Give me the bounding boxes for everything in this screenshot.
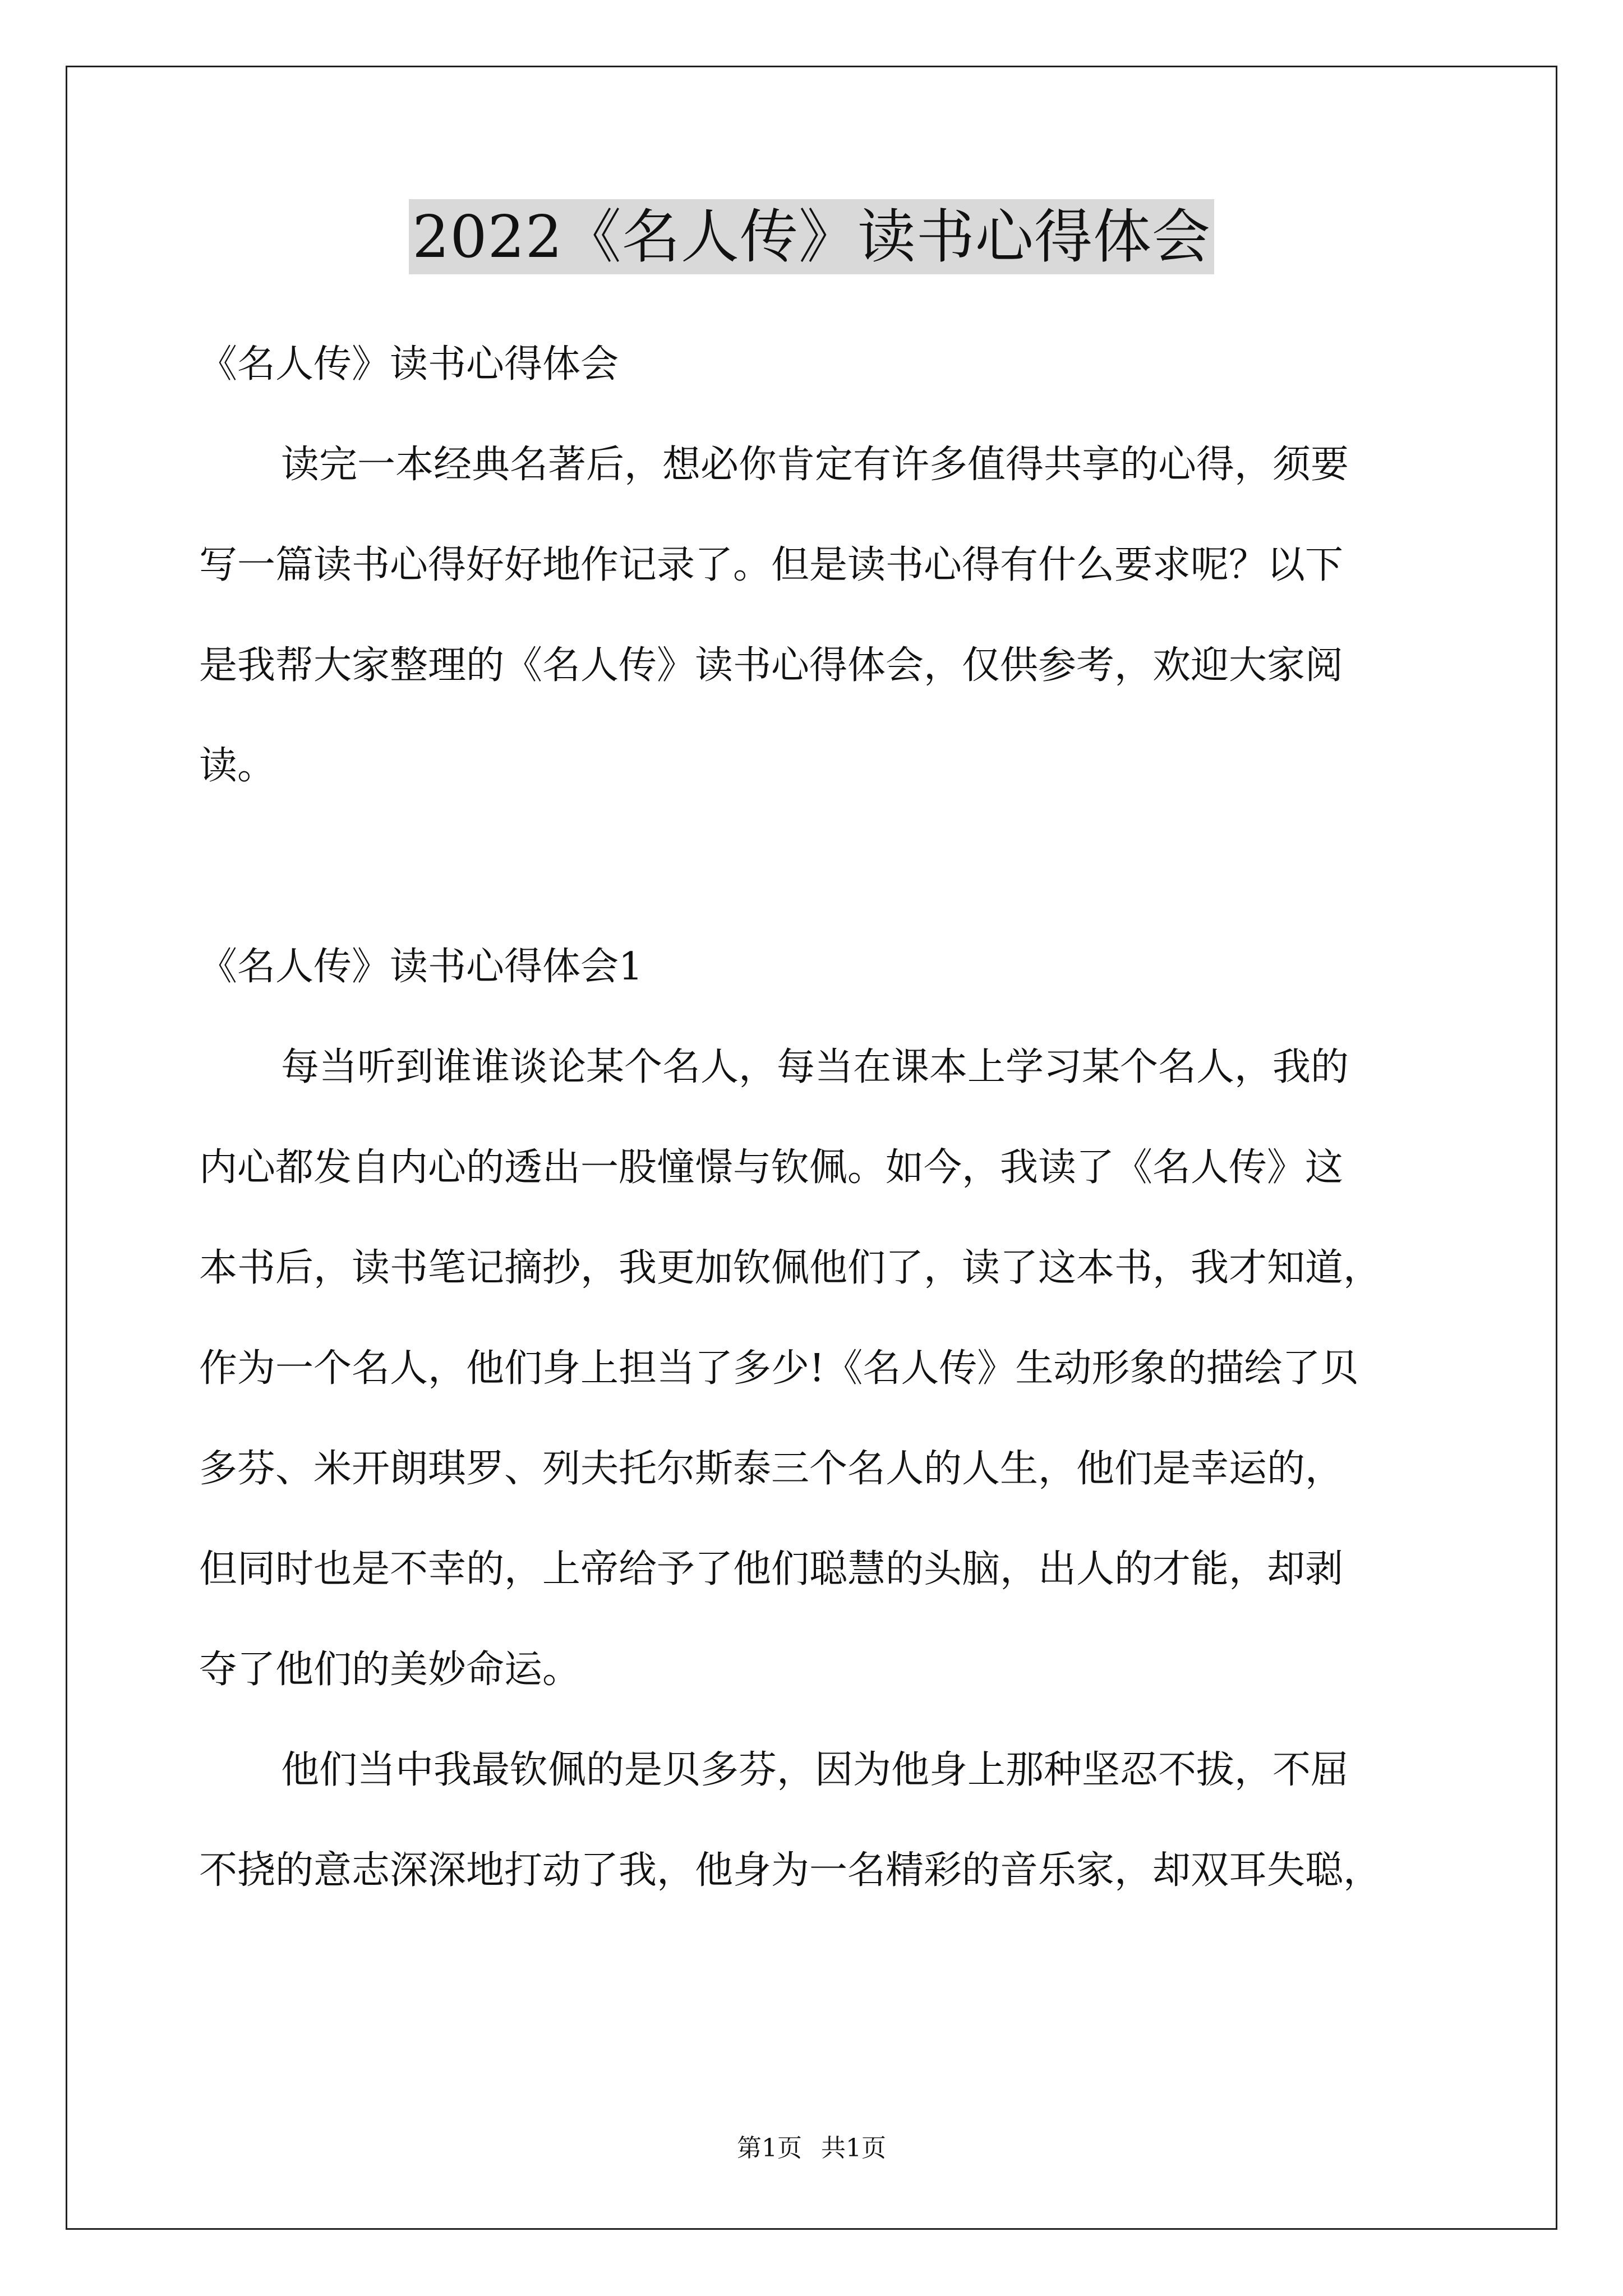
- page-footer: [0, 2132, 1623, 2165]
- text-line: 内心都发自内心的透出一股憧憬与钦佩。如今，我读了《名人传》这: [199, 1145, 1344, 1190]
- text-line: 《名人传》读书心得体会1: [199, 945, 643, 989]
- text-line: 他们当中我最钦佩的是贝多芬，因为他身上那种坚忍不拔，不屈: [281, 1748, 1349, 1792]
- document-body: [199, 314, 1433, 1921]
- text-line: 写一篇读书心得好好地作记录了。但是读书心得有什么要求呢？以下: [199, 543, 1344, 587]
- text-line: 作为一个名人，他们身上担当了多少!《名人传》生动形象的描绘了贝: [199, 1346, 1359, 1391]
- document-title: 2022《名人传》读书心得体会: [409, 199, 1214, 274]
- text-line: 读完一本经典名著后，想必你肯定有许多值得共享的心得，须要: [281, 443, 1349, 487]
- page-total: 共1页: [821, 2134, 886, 2162]
- text-line: 本书后，读书笔记摘抄，我更加钦佩他们了，读了这本书，我才知道，: [199, 1246, 1382, 1290]
- text-line: 但同时也是不幸的，上帝给予了他们聪慧的头脑，出人的才能，却剥: [199, 1547, 1344, 1591]
- text-line: 不挠的意志深深地打动了我，他身为一名精彩的音乐家，却双耳失聪，: [199, 1848, 1382, 1893]
- blank-line: [199, 816, 1433, 917]
- title-container: [0, 199, 1623, 274]
- text-line: 《名人传》读书心得体会: [199, 342, 619, 386]
- page-number: 第1页: [737, 2134, 802, 2162]
- text-line: 读。: [199, 744, 276, 788]
- text-line: 夺了他们的美妙命运。: [199, 1648, 581, 1692]
- text-line: 是我帮大家整理的《名人传》读书心得体会，仅供参考，欢迎大家阅: [199, 643, 1344, 688]
- text-line: 每当听到谁谁谈论某个名人，每当在课本上学习某个名人，我的: [281, 1045, 1349, 1089]
- text-line: 多芬、米开朗琪罗、列夫托尔斯泰三个名人的人生，他们是幸运的，: [199, 1447, 1344, 1491]
